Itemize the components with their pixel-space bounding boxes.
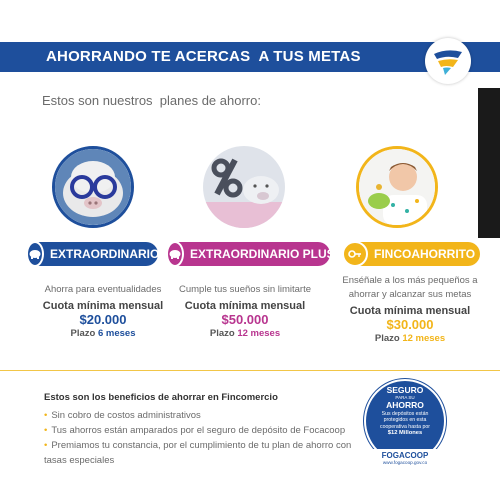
seal-seguro: SEGURO xyxy=(386,385,424,395)
benefit-item: • Premiamos tu constancia, por el cumplimiento de tu plan de ahorro con xyxy=(44,440,352,451)
fogacoop-seal-text xyxy=(370,385,440,436)
plan-plazo-label: Plazo xyxy=(70,328,96,339)
bullet-icon: • xyxy=(44,440,48,451)
bullet-icon: • xyxy=(44,410,48,421)
plan-photo-percent-piggy xyxy=(203,146,285,228)
plan-label-text: EXTRAORDINARIO xyxy=(50,247,160,261)
fogacoop-logo xyxy=(366,449,444,467)
seal-ahorro: AHORRO xyxy=(386,400,424,410)
piggy-bank-icon xyxy=(166,241,184,267)
fincomercio-logo-icon xyxy=(431,46,465,76)
plan-plazo-label: Plazo xyxy=(209,328,235,339)
plan-plazo-value: 12 meses xyxy=(402,333,446,344)
plan-plazo-value: 12 meses xyxy=(237,328,281,339)
plan-plazo-value: 6 meses xyxy=(97,328,136,339)
seal-description: Sus depósitos están protegidos en esta cooperativa hasta por xyxy=(380,411,430,430)
key-icon xyxy=(342,241,368,267)
benefit-item: • Tus ahorros están amparados por el seguro de depósito de Focacoop xyxy=(44,425,346,436)
seal-para-su: PARA SU xyxy=(395,395,415,400)
plan-photo-child-piggy xyxy=(356,146,438,228)
plan-label-extraordinario xyxy=(28,242,158,266)
fincomercio-logo xyxy=(425,38,471,84)
plan-amount: $20.000 xyxy=(79,312,127,327)
plan-plazo-label: Plazo xyxy=(374,333,400,344)
fogacoop-brand: FOGACOOP xyxy=(381,451,429,460)
plan-cuota-label: Cuota mínima mensual xyxy=(42,300,164,312)
fogacoop-url: www.fogacoop.gov.co xyxy=(382,460,428,465)
plan-label-extraordinario-plus xyxy=(168,242,335,266)
plan-label-text: EXTRAORDINARIO PLUS xyxy=(190,247,335,261)
benefit-item: • Sin cobro de costos administrativos xyxy=(44,410,201,421)
top-strip xyxy=(0,0,500,42)
piggy-bank-icon xyxy=(26,241,44,267)
plan-description: Ahorra para eventualidades xyxy=(44,284,162,295)
page-title: AHORRANDO TE ACERCAS A TUS METAS xyxy=(46,48,361,65)
benefits-title: Estos son los beneficios de ahorrar en Fincomercio xyxy=(44,392,278,403)
plan-amount: $50.000 xyxy=(221,312,269,327)
plan-cuota-label: Cuota mínima mensual xyxy=(184,300,306,312)
plan-description: Cumple tus sueños sin limitarte xyxy=(179,284,311,295)
plan-photo-piggy-glasses xyxy=(52,146,134,228)
seal-amount: $12 Millones xyxy=(387,429,423,436)
plan-label-text: FINCOAHORRITO xyxy=(374,247,476,261)
plan-cuota-label: Cuota mínima mensual xyxy=(349,305,471,317)
plan-label-fincoahorrito xyxy=(344,242,480,266)
plan-plazo xyxy=(334,333,486,344)
plan-plazo xyxy=(160,328,330,339)
right-edge-bar xyxy=(478,88,500,238)
bullet-icon: • xyxy=(44,425,48,436)
section-divider xyxy=(0,370,500,371)
intro-text: Estos son nuestros planes de ahorro: xyxy=(42,93,261,108)
plan-description: Enséñale a los más pequeños a ahorrar y alcanzar sus metas xyxy=(342,275,478,300)
benefit-item-continuation: tasas especiales xyxy=(44,455,115,466)
plan-amount: $30.000 xyxy=(386,317,434,332)
